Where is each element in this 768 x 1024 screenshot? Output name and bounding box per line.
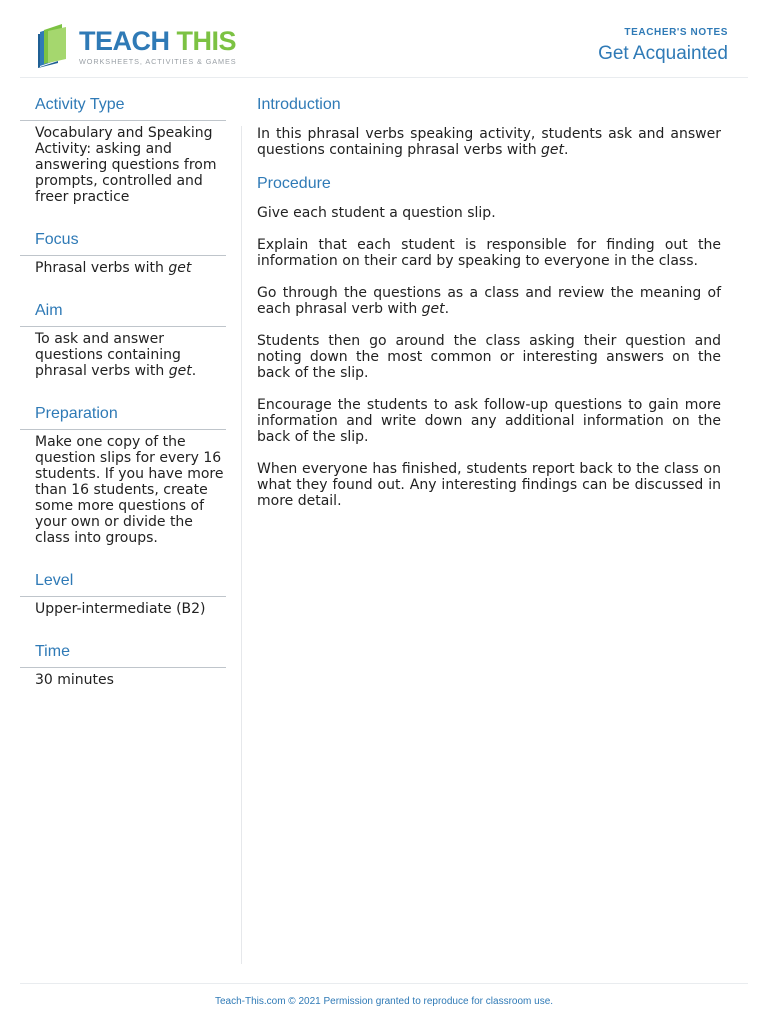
header-divider xyxy=(20,77,748,78)
page-title: Get Acquainted xyxy=(598,43,728,64)
column-divider xyxy=(241,126,242,964)
procedure-step-4: Students then go around the class asking their question and noting down the most common or interesting answers on the back of the slip. xyxy=(257,333,721,381)
footer-divider xyxy=(20,983,748,984)
teachers-notes-label: TEACHER'S NOTES xyxy=(624,27,728,38)
procedure-step-1: Give each student a question slip. xyxy=(257,205,496,221)
main-content xyxy=(257,95,721,525)
book-logo-icon xyxy=(36,24,76,68)
logo-wordmark: TEACH THIS xyxy=(79,26,237,56)
procedure-step-6: When everyone has finished, students report back to the class on what they found out. Any interesting findings can be discussed in more detail. xyxy=(257,461,721,509)
procedure-heading: Procedure xyxy=(257,175,331,192)
header-titles xyxy=(598,27,728,65)
focus-text: Phrasal verbs with get xyxy=(35,260,192,276)
preparation-text: Make one copy of the question slips for every 16 students. If you have more than 16 students, create some more questions of your own or divide the class into groups. xyxy=(35,434,224,546)
activity-type-heading: Activity Type xyxy=(20,95,226,121)
aim-section xyxy=(20,301,226,379)
preparation-heading: Preparation xyxy=(20,404,226,430)
teach-this-logo xyxy=(36,24,236,68)
footer-copyright: Teach-This.com © 2021 Permission granted to reproduce for classroom use. xyxy=(214,996,554,1007)
time-heading: Time xyxy=(20,642,226,668)
introduction-heading: Introduction xyxy=(257,96,341,113)
focus-section xyxy=(20,230,226,276)
procedure-step-5: Encourage the students to ask follow-up questions to gain more information and write down any additional information on the back of the slip. xyxy=(257,397,721,445)
focus-heading: Focus xyxy=(20,230,226,256)
time-text: 30 minutes xyxy=(35,672,114,688)
level-section xyxy=(20,571,226,617)
sidebar xyxy=(20,95,226,713)
aim-text: To ask and answer questions containing phrasal verbs with get. xyxy=(35,331,197,379)
activity-type-text: Vocabulary and Speaking Activity: asking and answering questions from prompts, controlled and freer practice xyxy=(35,125,217,205)
logo-tagline: WORKSHEETS, ACTIVITIES & GAMES xyxy=(79,57,237,66)
introduction-text: In this phrasal verbs speaking activity, students ask and answer questions containing phrasal verbs with get. xyxy=(257,126,721,158)
procedure-step-3: Go through the questions as a class and review the meaning of each phrasal verb with get. xyxy=(257,285,721,317)
level-text: Upper-intermediate (B2) xyxy=(35,601,206,617)
preparation-section xyxy=(20,404,226,546)
level-heading: Level xyxy=(20,571,226,597)
time-section xyxy=(20,642,226,688)
aim-heading: Aim xyxy=(20,301,226,327)
activity-type-section xyxy=(20,95,226,205)
procedure-step-2: Explain that each student is responsible for finding out the information on their card by speaking to everyone in the class. xyxy=(257,237,721,269)
